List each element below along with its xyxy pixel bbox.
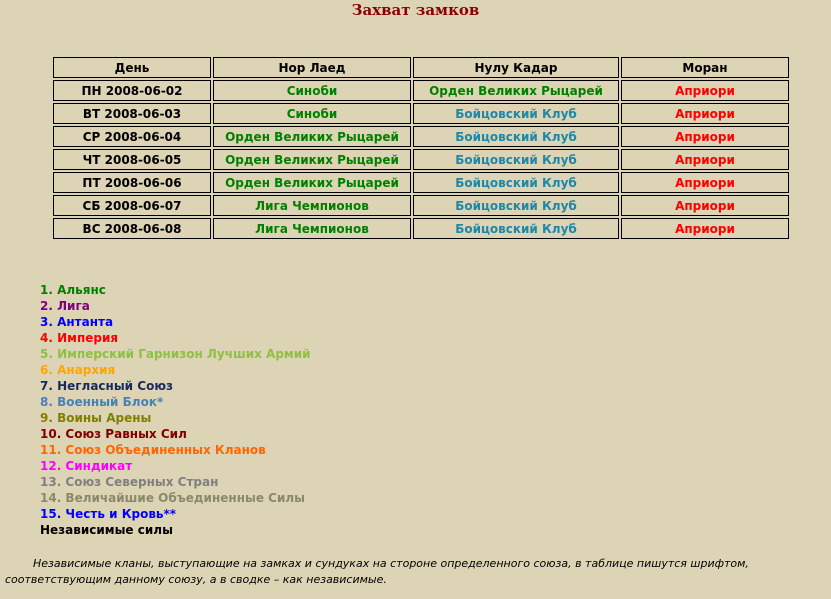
nulu-kadar-cell: Бойцовский Клуб: [413, 103, 619, 124]
moran-cell: Априори: [621, 149, 789, 170]
moran-cell: Априори: [621, 195, 789, 216]
union-legend-item: 1. Альянс: [40, 283, 106, 297]
nor-laed-cell: Лига Чемпионов: [213, 195, 411, 216]
nor-laed-cell: Синоби: [213, 80, 411, 101]
day-cell: ЧТ 2008-06-05: [53, 149, 211, 170]
column-header-moran: Моран: [621, 57, 789, 78]
nor-laed-cell: Орден Великих Рыцарей: [213, 172, 411, 193]
nulu-kadar-cell: Орден Великих Рыцарей: [413, 80, 619, 101]
moran-cell: Априори: [621, 172, 789, 193]
nor-laed-cell: Орден Великих Рыцарей: [213, 126, 411, 147]
nulu-kadar-cell: Бойцовский Клуб: [413, 218, 619, 239]
castle-capture-table: [51, 55, 791, 241]
nor-laed-cell: Лига Чемпионов: [213, 218, 411, 239]
nor-laed-cell: Орден Великих Рыцарей: [213, 149, 411, 170]
moran-cell: Априори: [621, 218, 789, 239]
column-header-day: День: [53, 57, 211, 78]
nulu-kadar-cell: Бойцовский Клуб: [413, 126, 619, 147]
table-body: [53, 80, 789, 239]
union-legend-item: Независимые силы: [40, 523, 173, 537]
nulu-kadar-cell: Бойцовский Клуб: [413, 149, 619, 170]
union-legend-item: 4. Империя: [40, 331, 119, 345]
table-row: [53, 218, 789, 239]
table-row: [53, 172, 789, 193]
day-cell: СР 2008-06-04: [53, 126, 211, 147]
column-header-nor-laed: Нор Лаед: [213, 57, 411, 78]
moran-cell: Априори: [621, 103, 789, 124]
column-header-nulu-kadar: Нулу Кадар: [413, 57, 619, 78]
union-legend-item: 6. Анархия: [40, 363, 116, 377]
day-cell: ПТ 2008-06-06: [53, 172, 211, 193]
union-legend-item: 10. Союз Равных Сил: [40, 427, 187, 441]
table-row: [53, 149, 789, 170]
union-legend-item: 13. Союз Северных Стран: [40, 475, 219, 489]
union-legend-item: 9. Воины Арены: [40, 411, 152, 425]
union-legend-item: 7. Негласный Союз: [40, 379, 173, 393]
nulu-kadar-cell: Бойцовский Клуб: [413, 172, 619, 193]
union-legend-item: 5. Имперский Гарнизон Лучших Армий: [40, 347, 311, 361]
nor-laed-cell: Синоби: [213, 103, 411, 124]
table-row: [53, 80, 789, 101]
nulu-kadar-cell: Бойцовский Клуб: [413, 195, 619, 216]
union-legend-item: 2. Лига: [40, 299, 90, 313]
union-legend-item: 15. Честь и Кровь**: [40, 507, 177, 521]
union-legend-item: 12. Синдикат: [40, 459, 133, 473]
footnote-text: Независимые кланы, выступающие на замках и сундуках на стороне определенного союза, в таблице пишутся шрифтом, соответствующим данному союзу, а в сводке – как независимые.: [5, 557, 749, 586]
day-cell: СБ 2008-06-07: [53, 195, 211, 216]
day-cell: ВТ 2008-06-03: [53, 103, 211, 124]
table-row: [53, 103, 789, 124]
page-title: Захват замков: [351, 1, 480, 19]
union-legend-item: 11. Союз Объединенных Кланов: [40, 443, 266, 457]
union-legend-item: 14. Величайшие Объединенные Силы: [40, 491, 306, 505]
day-cell: ПН 2008-06-02: [53, 80, 211, 101]
table-row: [53, 126, 789, 147]
day-cell: ВС 2008-06-08: [53, 218, 211, 239]
union-legend-item: 3. Антанта: [40, 315, 114, 329]
union-legend-item: 8. Военный Блок*: [40, 395, 164, 409]
moran-cell: Априори: [621, 80, 789, 101]
table-header-row: [53, 57, 789, 78]
unions-legend: [40, 282, 311, 538]
moran-cell: Априори: [621, 126, 789, 147]
table-row: [53, 195, 789, 216]
